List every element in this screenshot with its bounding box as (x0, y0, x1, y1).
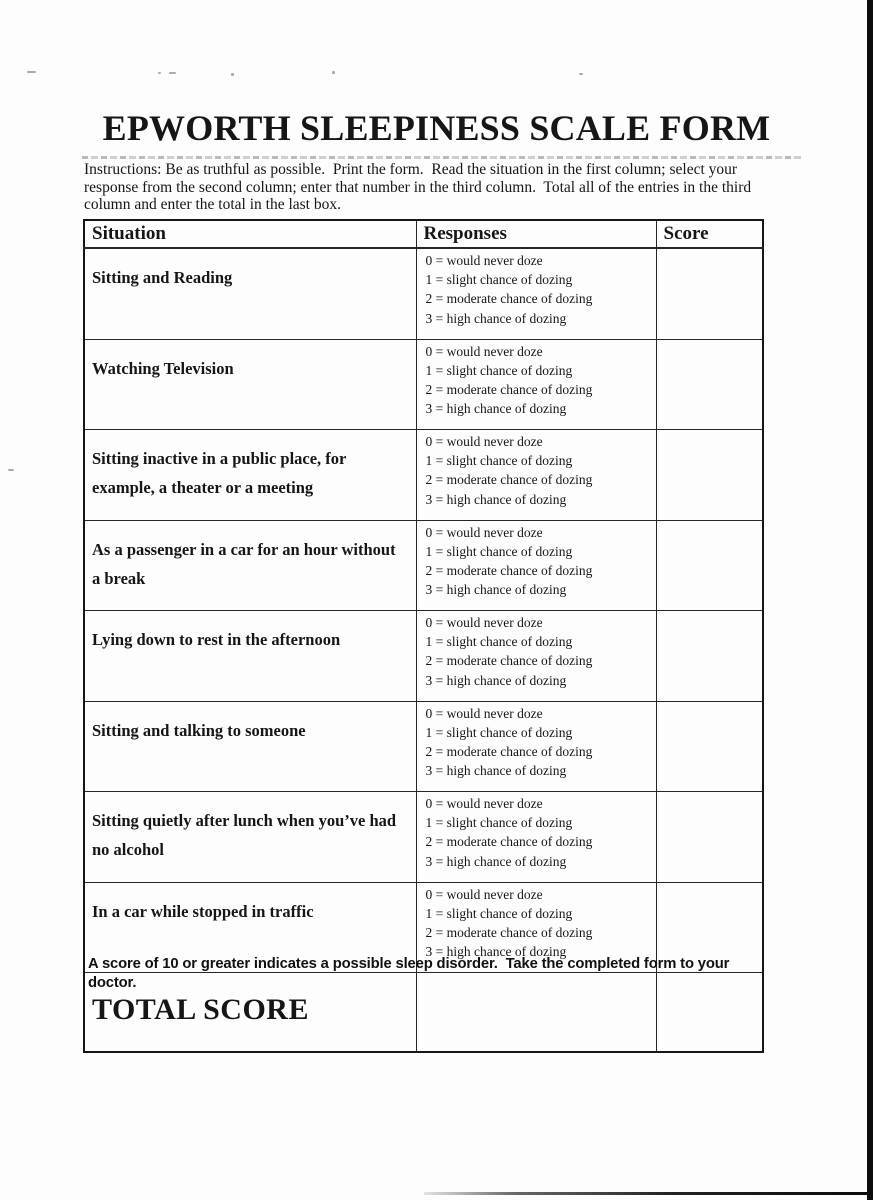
response-option: 0 = would never doze (425, 343, 543, 359)
response-option: 0 = would never doze (425, 434, 543, 449)
response-option: 1 = slight chance of dozing (425, 453, 573, 469)
response-option: 2 = moderate chance of dozing (425, 562, 593, 578)
instructions-text: Instructions: Be as truthful as possible. Print the form. Read the situation in the first column; select your response from the second column; enter that number in the third column. Total all of the entries in the third column and enter the total in the last box. (84, 161, 755, 214)
response-option: 0 = would never doze (425, 253, 543, 268)
response-option: 3 = high chance of dozing (425, 853, 567, 869)
table-row (84, 339, 763, 430)
scan-speck (158, 72, 161, 74)
score-cell (656, 339, 763, 430)
score-cell (656, 520, 763, 611)
response-option: 2 = moderate chance of dozing (425, 472, 593, 488)
response-option: 1 = slight chance of dozing (425, 815, 573, 831)
situation-cell: In a car while stopped in traffic (84, 882, 416, 973)
epworth-scale-table (83, 219, 764, 1053)
scan-speck (169, 72, 176, 74)
header-score: Score (656, 220, 763, 248)
responses-cell (416, 611, 656, 702)
response-option: 3 = high chance of dozing (425, 401, 567, 417)
situation-cell: Sitting quietly after lunch when you’ve had no alcohol (84, 792, 416, 883)
table-row (84, 248, 763, 339)
situation-cell: Sitting and Reading (84, 248, 416, 339)
response-option: 0 = would never doze (425, 705, 543, 721)
situations-body (84, 248, 763, 973)
situation-cell: Sitting inactive in a public place, for example, a theater or a meeting (84, 430, 416, 521)
responses-cell (416, 792, 656, 883)
response-option: 1 = slight chance of dozing (425, 272, 573, 288)
responses-cell (416, 248, 656, 339)
response-option: 3 = high chance of dozing (425, 944, 567, 960)
response-option: 2 = moderate chance of dozing (425, 291, 593, 307)
header-responses: Responses (416, 220, 656, 248)
response-option: 2 = moderate chance of dozing (425, 653, 593, 669)
response-option: 3 = high chance of dozing (425, 310, 567, 326)
scan-artifact-right-edge (867, 0, 873, 1200)
response-option: 1 = slight chance of dozing (425, 905, 573, 921)
response-option: 2 = moderate chance of dozing (425, 743, 593, 759)
response-option: 2 = moderate chance of dozing (425, 834, 593, 850)
score-cell (656, 701, 763, 792)
score-cell (656, 430, 763, 521)
table-row (84, 611, 763, 702)
score-cell (656, 248, 763, 339)
table-header-row (84, 220, 763, 248)
responses-cell (416, 520, 656, 611)
scan-speck (27, 71, 36, 73)
response-option: 3 = high chance of dozing (425, 672, 567, 688)
response-option: 1 = slight chance of dozing (425, 362, 573, 378)
scan-artifact-bottom-line (424, 1192, 873, 1195)
response-option: 1 = slight chance of dozing (425, 724, 573, 740)
form-title: EPWORTH SLEEPINESS SCALE FORM (102, 108, 771, 148)
table-row (84, 792, 763, 883)
response-option: 3 = high chance of dozing (425, 491, 567, 507)
response-option: 2 = moderate chance of dozing (425, 924, 593, 940)
response-option: 1 = slight chance of dozing (425, 634, 573, 650)
response-option: 3 = high chance of dozing (425, 763, 567, 779)
table-row (84, 701, 763, 792)
response-option: 1 = slight chance of dozing (425, 543, 573, 559)
responses-cell (416, 339, 656, 430)
response-option: 0 = would never doze (425, 524, 543, 540)
response-option: 3 = high chance of dozing (425, 582, 567, 598)
scan-speck (579, 73, 583, 75)
situation-cell: Lying down to rest in the afternoon (84, 611, 416, 702)
responses-cell (416, 701, 656, 792)
situation-cell: Sitting and talking to someone (84, 701, 416, 792)
situation-cell: Watching Television (84, 339, 416, 430)
response-option: 0 = would never doze (425, 615, 543, 630)
total-score-label: TOTAL SCORE (84, 973, 416, 1053)
response-option: 0 = would never doze (425, 886, 543, 902)
responses-cell (416, 430, 656, 521)
footer-note: A score of 10 or greater indicates a possible sleep disorder. Take the completed form to your doctor. (88, 956, 734, 991)
scan-speck (8, 469, 14, 471)
scan-speck (332, 71, 335, 74)
response-option: 0 = would never doze (425, 796, 543, 811)
response-option: 2 = moderate chance of dozing (425, 381, 593, 397)
table-row (84, 430, 763, 521)
score-cell (656, 611, 763, 702)
title-separator-line (82, 156, 804, 159)
scan-speck (231, 73, 234, 76)
header-situation: Situation (84, 220, 416, 248)
situation-cell: As a passenger in a car for an hour without a break (84, 520, 416, 611)
table-row (84, 520, 763, 611)
score-cell (656, 792, 763, 883)
